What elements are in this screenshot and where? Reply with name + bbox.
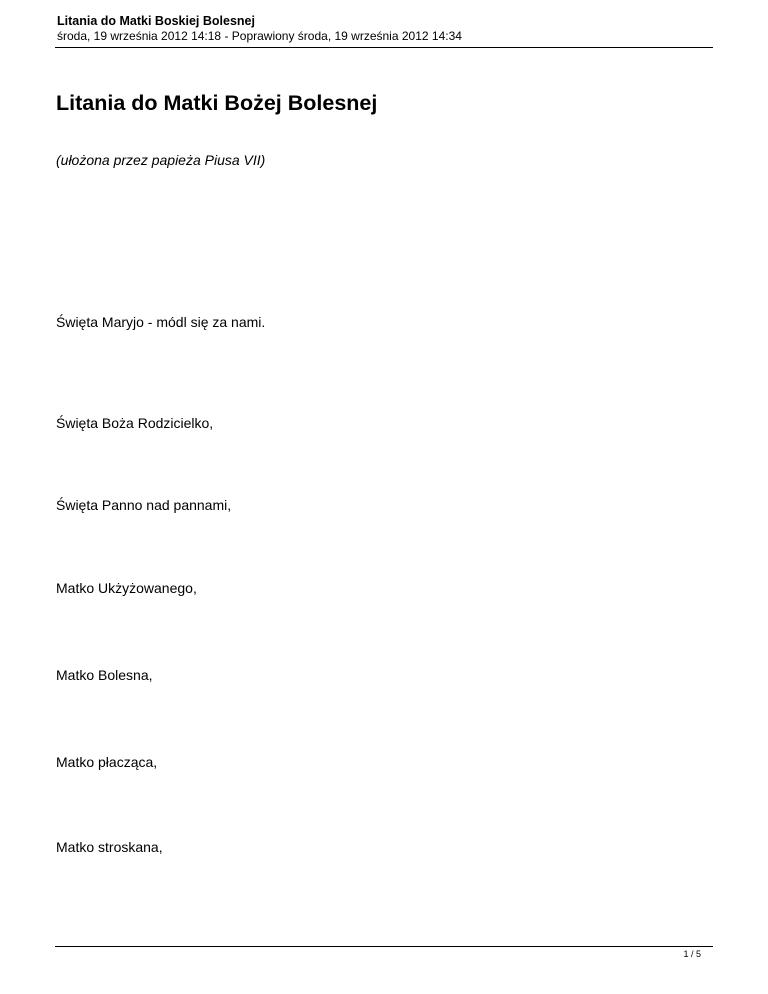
litany-line: Święta Panno nad pannami,: [56, 497, 232, 513]
litany-line: Matko stroskana,: [56, 839, 163, 855]
litany-line: Święta Boża Rodzicielko,: [56, 415, 214, 431]
header-divider: [55, 47, 713, 48]
litany-line: Matko płacząca,: [56, 754, 158, 770]
running-header: [57, 14, 713, 44]
litany-line: Matko Ukżyżowanego,: [56, 580, 197, 596]
page-number: 1 / 5: [683, 949, 701, 959]
litany-line: Matko Bolesna,: [56, 667, 153, 683]
article-subtitle: (ułożona przez papieża Piusa VII): [56, 152, 266, 168]
litany-line: Święta Maryjo - módl się za nami.: [56, 314, 266, 330]
running-header-dates: środa, 19 września 2012 14:18 - Poprawiony środa, 19 września 2012 14:34: [57, 29, 462, 43]
running-header-title: Litania do Matki Boskiej Bolesnej: [57, 14, 255, 28]
article-title: Litania do Matki Bożej Bolesnej: [56, 91, 378, 115]
footer-divider: [55, 946, 713, 947]
